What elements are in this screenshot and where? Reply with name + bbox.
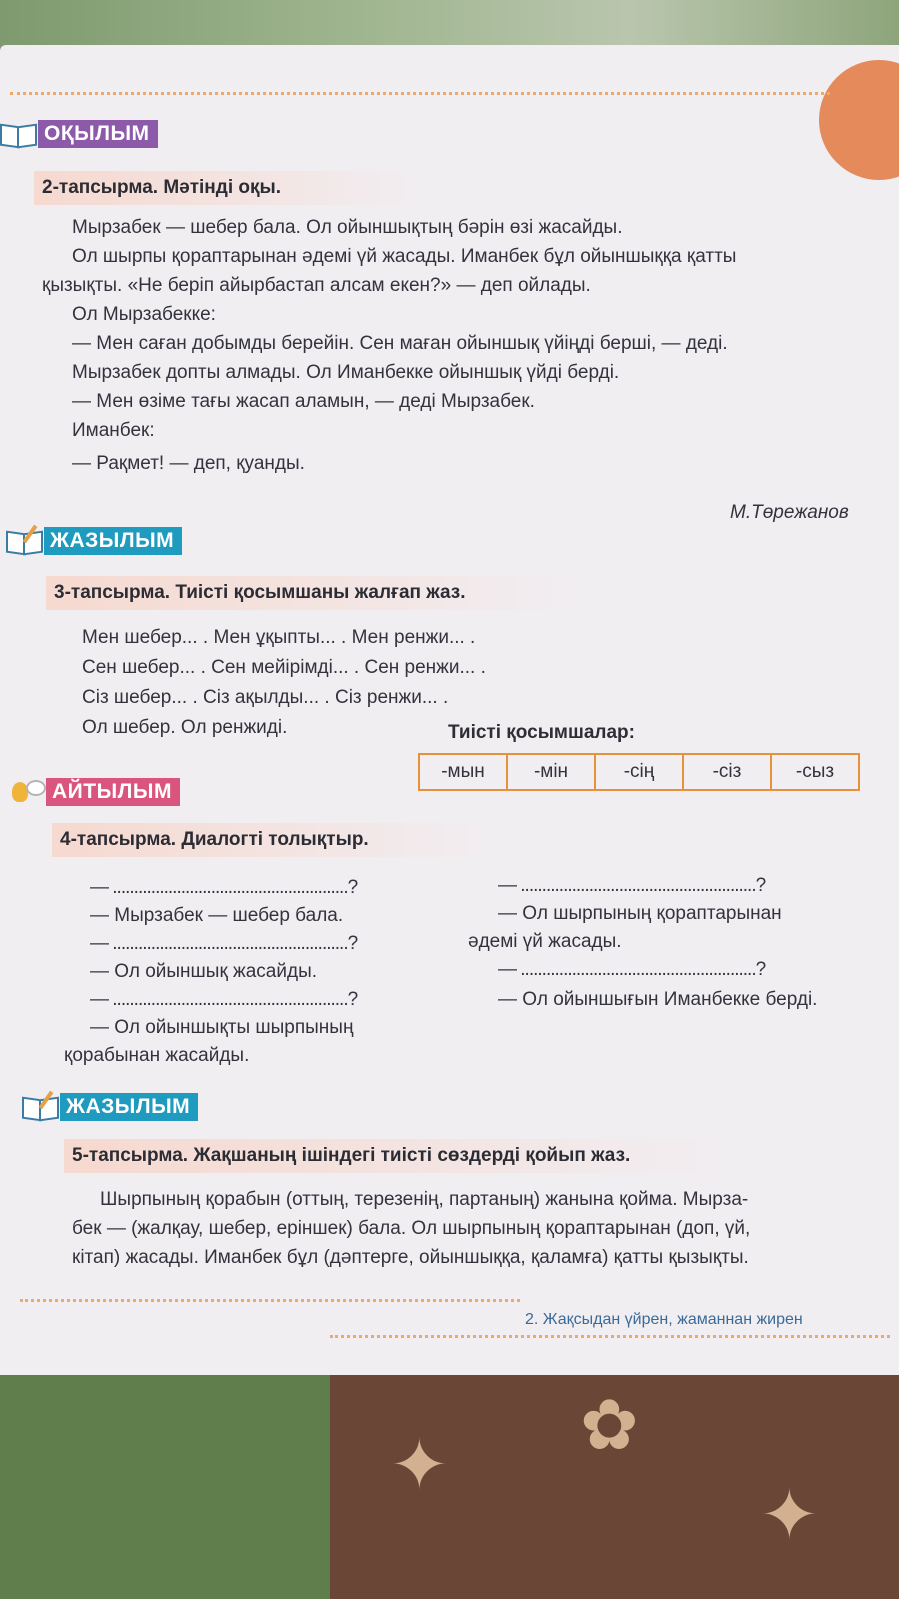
background-cloth xyxy=(330,1370,899,1599)
dialog-line: — Ол ойыншық жасайды. xyxy=(90,961,318,982)
task-title: 4-тапсырма. Диалогті толықтыр. xyxy=(52,823,498,857)
dialog-line: — Ол шырпының қораптарынан xyxy=(498,903,782,924)
text-line: Иманбек: xyxy=(72,420,155,441)
textbook-page xyxy=(0,45,899,1375)
text-line: Шырпының қорабын (оттың, терезенің, партаның) жанына қойма. Мырза- xyxy=(100,1189,749,1210)
text-line: Сен шебер... . Сен мейірімді... . Сен ренжи... . xyxy=(82,657,486,678)
text-line: Мырзабек — шебер бала. Ол ойыншықтың бәрін өзі жасайды. xyxy=(72,217,623,238)
section-label: ОҚЫЛЫМ xyxy=(38,120,158,148)
text-line: — Мен саған добымды берейін. Сен маған ойыншық үйіңді берші, — деді. xyxy=(72,333,728,354)
text-line: Ол шебер. Ол ренжиді. xyxy=(82,717,288,738)
cloth-pattern-icon: ✿ xyxy=(580,1384,639,1466)
bottom-dotted-divider xyxy=(20,1299,520,1302)
task-title: 2-тапсырма. Мәтінді оқы. xyxy=(34,171,430,205)
suffix-cell: -сіз xyxy=(684,755,772,789)
text-line: бек — (жалқау, шебер, еріншек) бала. Ол шырпының қораптарынан (доп, үй, xyxy=(72,1218,751,1239)
suffix-table xyxy=(418,753,860,791)
section-header-writing xyxy=(22,1093,198,1121)
section-header-speaking xyxy=(10,778,180,806)
dialog-blank: — .......................................................? xyxy=(90,877,358,898)
author-name: М.Төрежанов xyxy=(730,502,849,523)
suffix-cell: -сің xyxy=(596,755,684,789)
text-line: Мен шебер... . Мен ұқыпты... . Мен ренжи... . xyxy=(82,627,476,648)
chapter-footer: 2. Жақсыдан үйрен, жаманнан жирен xyxy=(525,1311,803,1328)
section-label: ЖАЗЫЛЫМ xyxy=(44,527,182,555)
dialog-line: — Мырзабек — шебер бала. xyxy=(90,905,344,926)
dialog-blank: — .......................................................? xyxy=(498,875,766,896)
book-pencil-icon xyxy=(6,528,42,554)
dialog-blank: — .......................................................? xyxy=(90,933,358,954)
section-header-writing xyxy=(6,527,182,555)
text-line: Сіз шебер... . Сіз ақылды... . Сіз ренжи... . xyxy=(82,687,449,708)
cloth-pattern-icon: ✦ xyxy=(390,1424,449,1506)
section-label: ЖАЗЫЛЫМ xyxy=(60,1093,198,1121)
dialog-line: — Ол ойыншығын Иманбекке берді. xyxy=(498,989,818,1010)
book-icon xyxy=(0,121,36,147)
page-corner-decoration xyxy=(819,60,899,180)
section-label: АЙТЫЛЫМ xyxy=(46,778,180,806)
suffix-cell: -сыз xyxy=(795,761,835,782)
task-title: 5-тапсырма. Жақшаның ішіндегі тиісті сөздерді қойып жаз. xyxy=(64,1139,740,1173)
text-line: — Мен өзіме тағы жасап аламын, — деді Мырзабек. xyxy=(72,391,535,412)
text-line: кітап) жасады. Иманбек бұл (дәптерге, ойыншыққа, қаламға) қатты қызықты. xyxy=(72,1247,749,1268)
suffix-cell: -мін xyxy=(508,755,596,789)
text-line: Мырзабек допты алмады. Ол Иманбекке ойыншық үйді берді. xyxy=(72,362,620,383)
top-dotted-divider xyxy=(10,92,830,95)
cloth-pattern-icon: ✦ xyxy=(760,1474,819,1556)
task-title: 3-тапсырма. Тиісті қосымшаны жалғап жаз. xyxy=(46,576,582,610)
text-line: Ол шырпы қораптарынан әдемі үй жасады. Иманбек бұл ойыншыққа қатты xyxy=(72,246,737,267)
section-header-reading xyxy=(0,120,158,148)
text-line: қызықты. «Не беріп айырбастап алсам екен?» — деп ойлады. xyxy=(42,275,591,296)
text-line: — Рақмет! — деп, қуанды. xyxy=(72,453,305,474)
suffix-table-title: Тиісті қосымшалар: xyxy=(448,722,635,743)
book-pencil-icon xyxy=(22,1094,58,1120)
lightbulb-speech-icon xyxy=(10,780,40,804)
text-line: Ол Мырзабекке: xyxy=(72,304,216,325)
suffix-cell: -мын xyxy=(420,755,508,789)
dialog-line: — Ол ойыншықты шырпының xyxy=(90,1017,354,1038)
dialog-line: қорабынан жасайды. xyxy=(64,1045,250,1066)
dialog-blank: — .......................................................? xyxy=(498,959,766,980)
dialog-blank: — .......................................................? xyxy=(90,989,358,1010)
footer-dotted-divider xyxy=(330,1335,890,1338)
dialog-line: әдемі үй жасады. xyxy=(468,931,622,952)
